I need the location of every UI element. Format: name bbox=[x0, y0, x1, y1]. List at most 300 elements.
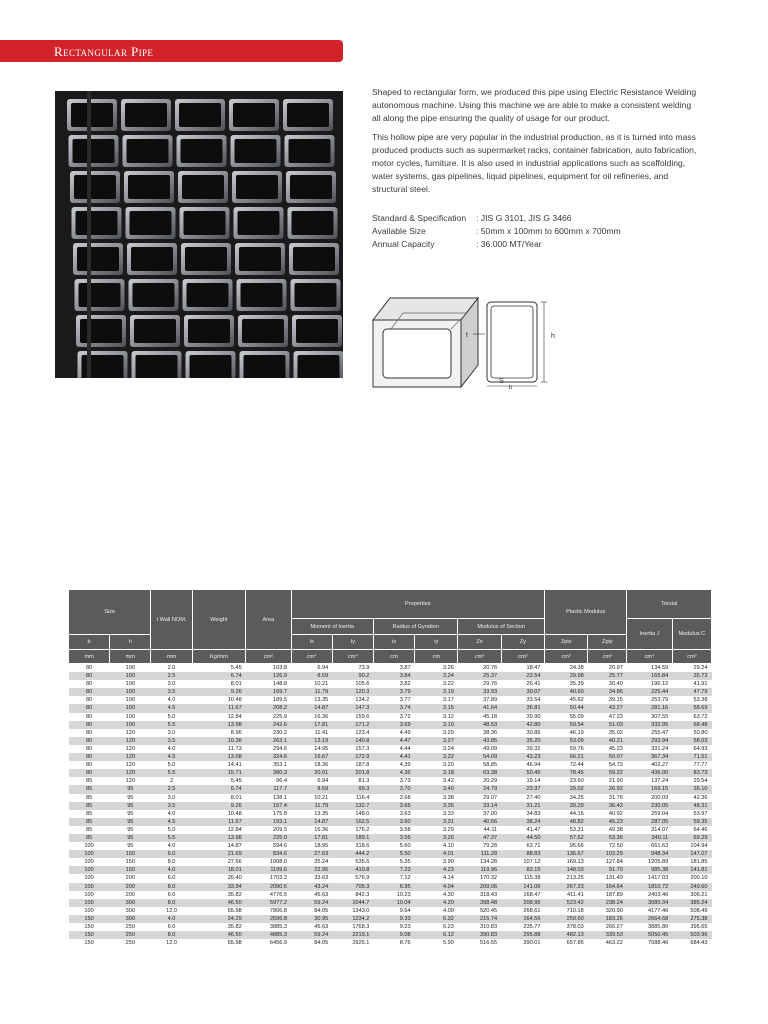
table-cell: 29.02 bbox=[544, 785, 587, 793]
table-cell: 209.5 bbox=[246, 826, 291, 834]
table-cell: 30.95 bbox=[291, 915, 332, 923]
table-cell: 3.22 bbox=[415, 680, 458, 688]
table-cell: 117.7 bbox=[246, 785, 291, 793]
table-cell: 65.98 bbox=[192, 907, 246, 915]
table-cell: 3.84 bbox=[373, 672, 414, 680]
table-cell: 80 bbox=[69, 713, 110, 721]
pipe-hollow bbox=[127, 139, 169, 163]
header-zpix: Zpix bbox=[544, 635, 587, 650]
table-cell: 100 bbox=[110, 713, 151, 721]
table-cell: 115.38 bbox=[501, 874, 544, 882]
table-cell: 1008.0 bbox=[246, 858, 291, 866]
table-cell: 100 bbox=[110, 721, 151, 729]
table-cell: 45.18 bbox=[458, 713, 501, 721]
table-cell: 948.34 bbox=[627, 850, 672, 858]
spec-row bbox=[372, 212, 702, 225]
table-cell: 123.4 bbox=[332, 729, 373, 737]
table-cell: 293.94 bbox=[627, 737, 672, 745]
table-cell: 9.23 bbox=[373, 923, 414, 931]
table-cell: 181.85 bbox=[672, 858, 711, 866]
table-cell: 6.94 bbox=[291, 664, 332, 673]
header-torsial: Torsial bbox=[627, 590, 712, 619]
table-cell: 4.01 bbox=[415, 850, 458, 858]
pipe-hollow bbox=[131, 247, 173, 271]
table-cell: 29.54 bbox=[672, 777, 711, 785]
pipe-hollow bbox=[185, 247, 227, 271]
pipe-hollow bbox=[71, 103, 113, 127]
table-row bbox=[69, 713, 712, 721]
table-cell: 100 bbox=[110, 680, 151, 688]
table-cell: 18.36 bbox=[291, 761, 332, 769]
table-cell: 18.01 bbox=[192, 866, 246, 874]
table-row bbox=[69, 664, 712, 673]
table-cell: 395.65 bbox=[672, 923, 711, 931]
table-cell: 11.79 bbox=[291, 688, 332, 696]
table-cell: 201.8 bbox=[332, 769, 373, 777]
table-cell: 137.24 bbox=[627, 777, 672, 785]
table-cell: 8.01 bbox=[192, 794, 246, 802]
header-ix: Ix bbox=[291, 635, 332, 650]
table-cell: 213.25 bbox=[544, 874, 587, 882]
unit-cell: cm³ bbox=[458, 650, 501, 664]
table-cell: 95 bbox=[110, 818, 151, 826]
table-cell: 66.21 bbox=[544, 753, 587, 761]
table-cell: 5.0 bbox=[151, 713, 192, 721]
table-cell: 4.47 bbox=[373, 737, 414, 745]
table-cell: 80 bbox=[69, 721, 110, 729]
table-cell: 26.41 bbox=[501, 680, 544, 688]
table-cell: 6.95 bbox=[373, 883, 414, 891]
table-cell: 95 bbox=[110, 810, 151, 818]
table-cell: 59.24 bbox=[291, 899, 332, 907]
table-cell: 5977.2 bbox=[246, 899, 291, 907]
table-cell: 78.45 bbox=[544, 769, 587, 777]
table-cell: 2925.1 bbox=[332, 939, 373, 947]
label-t: t bbox=[466, 332, 468, 339]
table-cell: 45.23 bbox=[588, 818, 627, 826]
table-cell: 17.81 bbox=[291, 834, 332, 842]
table-cell: 2090.6 bbox=[246, 883, 291, 891]
table-cell: 200 bbox=[110, 891, 151, 899]
table-cell: 4.04 bbox=[415, 883, 458, 891]
table-cell: 72.44 bbox=[544, 761, 587, 769]
table-cell: 4885.3 bbox=[246, 931, 291, 939]
pipe-hollow bbox=[184, 211, 226, 235]
table-row bbox=[69, 761, 712, 769]
table-cell: 6.0 bbox=[151, 874, 192, 882]
table-row bbox=[69, 874, 712, 882]
table-cell: 85 bbox=[69, 785, 110, 793]
table-cell: 6.0 bbox=[151, 891, 192, 899]
table-cell: 46.50 bbox=[192, 899, 246, 907]
table-cell: 169.7 bbox=[246, 688, 291, 696]
pipe-hollow bbox=[298, 355, 340, 378]
pipe-hollow bbox=[292, 211, 334, 235]
table-cell: 3.33 bbox=[415, 810, 458, 818]
table-cell: 3.22 bbox=[415, 753, 458, 761]
header-inertia: Inertia J bbox=[627, 619, 672, 650]
table-cell: 116.4 bbox=[332, 794, 373, 802]
table-cell: 59.54 bbox=[544, 721, 587, 729]
table-cell: 24.79 bbox=[458, 785, 501, 793]
unit-cell: cm bbox=[373, 650, 414, 664]
table-cell: 126.9 bbox=[246, 672, 291, 680]
table-row bbox=[69, 721, 712, 729]
table-cell: 684.43 bbox=[672, 939, 711, 947]
table-cell: 8.0 bbox=[151, 931, 192, 939]
table-cell: 80 bbox=[69, 753, 110, 761]
table-cell: 134.28 bbox=[458, 858, 501, 866]
table-cell: 169.15 bbox=[627, 785, 672, 793]
table-cell: 150 bbox=[110, 866, 151, 874]
table-cell: 21.90 bbox=[588, 777, 627, 785]
table-cell: 19.14 bbox=[501, 777, 544, 785]
cross-section-diagram bbox=[365, 290, 595, 390]
table-cell: 10.48 bbox=[192, 696, 246, 704]
table-cell: 1343.0 bbox=[332, 907, 373, 915]
pipe-hollow bbox=[188, 319, 230, 343]
table-row bbox=[69, 680, 712, 688]
table-cell: 3.58 bbox=[373, 826, 414, 834]
table-cell: 3.35 bbox=[415, 802, 458, 810]
unit-cell: cm² bbox=[246, 650, 291, 664]
table-cell: 3.12 bbox=[415, 713, 458, 721]
table-cell: 230.05 bbox=[627, 802, 672, 810]
spec-label: Standard & Specification bbox=[372, 213, 467, 223]
table-cell: 120 bbox=[110, 737, 151, 745]
table-cell: 24.38 bbox=[544, 664, 587, 673]
table-cell: 710.18 bbox=[544, 907, 587, 915]
table-cell: 175.8 bbox=[246, 810, 291, 818]
table-cell: 4.23 bbox=[415, 866, 458, 874]
table-cell: 259.60 bbox=[544, 915, 587, 923]
table-cell: 31.21 bbox=[501, 802, 544, 810]
table-cell: 3.10 bbox=[415, 721, 458, 729]
table-cell: 661.63 bbox=[627, 842, 672, 850]
table-row bbox=[69, 785, 712, 793]
table-cell: 100 bbox=[110, 664, 151, 673]
table-cell: 516.55 bbox=[458, 939, 501, 947]
table-cell: 208.95 bbox=[501, 899, 544, 907]
table-cell: 103.8 bbox=[246, 664, 291, 673]
table-cell: 147.07 bbox=[672, 850, 711, 858]
table-cell: 120 bbox=[110, 769, 151, 777]
table-cell: 80 bbox=[69, 672, 110, 680]
table-cell: 3.65 bbox=[373, 802, 414, 810]
table-cell: 38.36 bbox=[458, 729, 501, 737]
spec-label: Available Size bbox=[372, 226, 426, 236]
table-cell: 53.97 bbox=[672, 810, 711, 818]
pipe-hollow bbox=[244, 355, 286, 378]
table-row bbox=[69, 850, 712, 858]
pipe-section-sketch bbox=[466, 302, 555, 390]
table-cell: 40.60 bbox=[544, 688, 587, 696]
pipe-hollow bbox=[125, 103, 167, 127]
table-cell: 14.95 bbox=[291, 745, 332, 753]
table-cell: 705.3 bbox=[332, 883, 373, 891]
table-row bbox=[69, 704, 712, 712]
table-row bbox=[69, 858, 712, 866]
table-cell: 148.0 bbox=[332, 810, 373, 818]
table-cell: 4.44 bbox=[373, 745, 414, 753]
table-cell: 100 bbox=[69, 891, 110, 899]
table-cell: 85 bbox=[69, 777, 110, 785]
table-cell: 45.63 bbox=[291, 891, 332, 899]
table-cell: 985.38 bbox=[627, 866, 672, 874]
table-cell: 3.74 bbox=[373, 704, 414, 712]
table-cell: 367.34 bbox=[627, 753, 672, 761]
table-cell: 107.12 bbox=[501, 858, 544, 866]
table-row bbox=[69, 794, 712, 802]
table-cell: 39.90 bbox=[501, 713, 544, 721]
table-cell: 3.26 bbox=[415, 664, 458, 673]
table-cell: 150 bbox=[110, 850, 151, 858]
table-cell: 120 bbox=[110, 729, 151, 737]
table-cell: 18.95 bbox=[291, 842, 332, 850]
table-cell: 6.12 bbox=[415, 931, 458, 939]
table-cell: 3.29 bbox=[415, 729, 458, 737]
pipe-hollow bbox=[136, 355, 178, 378]
table-cell: 36.42 bbox=[588, 802, 627, 810]
table-cell: 134.59 bbox=[627, 664, 672, 673]
table-cell: 17.81 bbox=[291, 721, 332, 729]
header-moment: Moment of Inertia bbox=[291, 619, 373, 635]
table-cell: 36.10 bbox=[672, 785, 711, 793]
table-cell: 37.00 bbox=[458, 810, 501, 818]
table-cell: 63.72 bbox=[672, 713, 711, 721]
table-cell: 27.66 bbox=[192, 858, 246, 866]
table-cell: 3080.34 bbox=[627, 899, 672, 907]
table-cell: 64.46 bbox=[672, 826, 711, 834]
table-cell: 54.73 bbox=[588, 761, 627, 769]
table-cell: 3.27 bbox=[415, 737, 458, 745]
table-cell: 11.67 bbox=[192, 818, 246, 826]
table-cell: 43.27 bbox=[588, 704, 627, 712]
table-cell: 34.83 bbox=[501, 810, 544, 818]
table-cell: 77.77 bbox=[672, 761, 711, 769]
table-cell: 20.29 bbox=[458, 777, 501, 785]
table-cell: 266.27 bbox=[588, 923, 627, 931]
table-cell: 5.50 bbox=[373, 850, 414, 858]
table-cell: 281.16 bbox=[627, 704, 672, 712]
table-cell: 22.54 bbox=[501, 672, 544, 680]
header-properties: Properties bbox=[291, 590, 544, 619]
table-cell: 3.79 bbox=[373, 688, 414, 696]
table-cell: 5.0 bbox=[151, 826, 192, 834]
table-cell: 200 bbox=[110, 874, 151, 882]
unit-cell: mm bbox=[69, 650, 110, 664]
table-cell: 100 bbox=[69, 866, 110, 874]
table-cell: 4.10 bbox=[415, 842, 458, 850]
table-cell: 88.83 bbox=[501, 850, 544, 858]
table-cell: 503.96 bbox=[672, 931, 711, 939]
table-cell: 2.5 bbox=[151, 785, 192, 793]
unit-cell: cm³ bbox=[501, 650, 544, 664]
table-cell: 380.3 bbox=[246, 769, 291, 777]
table-cell: 100 bbox=[110, 696, 151, 704]
pipe-hollow bbox=[130, 211, 172, 235]
label-b: b bbox=[509, 385, 513, 390]
table-cell: 225.44 bbox=[627, 688, 672, 696]
table-cell: 41.64 bbox=[458, 704, 501, 712]
table-cell: 306.21 bbox=[672, 891, 711, 899]
table-cell: 8.01 bbox=[192, 680, 246, 688]
table-cell: 138.1 bbox=[246, 794, 291, 802]
unit-cell: cm⁴ bbox=[627, 650, 672, 664]
table-cell: 4.0 bbox=[151, 810, 192, 818]
table-cell: 9.08 bbox=[373, 931, 414, 939]
table-cell: 4.5 bbox=[151, 704, 192, 712]
table-cell: 250 bbox=[110, 923, 151, 931]
table-cell: 5.0 bbox=[151, 761, 192, 769]
table-cell: 43.85 bbox=[458, 737, 501, 745]
table-cell: 85 bbox=[69, 810, 110, 818]
table-cell: 150 bbox=[69, 915, 110, 923]
table-cell: 103.29 bbox=[588, 850, 627, 858]
table-cell: 14.41 bbox=[192, 761, 246, 769]
table-cell: 3.42 bbox=[415, 777, 458, 785]
table-cell: 85 bbox=[69, 818, 110, 826]
table-cell: 44.15 bbox=[544, 810, 587, 818]
table-cell: 13.35 bbox=[291, 810, 332, 818]
pipe-spec-table bbox=[68, 589, 712, 947]
pipe-hollow bbox=[134, 319, 176, 343]
table-cell: 46.94 bbox=[501, 761, 544, 769]
table-cell: 20.01 bbox=[291, 769, 332, 777]
table-cell: 85 bbox=[69, 834, 110, 842]
table-row bbox=[69, 810, 712, 818]
table-cell: 119.96 bbox=[458, 866, 501, 874]
table-cell: 55.09 bbox=[544, 713, 587, 721]
table-cell: 59.35 bbox=[672, 818, 711, 826]
table-cell: 339.53 bbox=[588, 931, 627, 939]
table-cell: 3.24 bbox=[415, 672, 458, 680]
table-cell: 83.73 bbox=[672, 769, 711, 777]
table-cell: 85 bbox=[69, 826, 110, 834]
table-cell: 230.2 bbox=[246, 729, 291, 737]
table-cell: 411.41 bbox=[544, 891, 587, 899]
table-cell: 4.5 bbox=[151, 753, 192, 761]
header-wall: t Wall NOM. bbox=[151, 590, 192, 650]
table-cell: 40.21 bbox=[588, 737, 627, 745]
table-cell: 148.8 bbox=[246, 680, 291, 688]
table-cell: 4.14 bbox=[415, 874, 458, 882]
table-cell: 390.83 bbox=[458, 931, 501, 939]
table-cell: 314.07 bbox=[627, 826, 672, 834]
table-cell: 3885.80 bbox=[627, 923, 672, 931]
unit-cell: cm bbox=[415, 650, 458, 664]
pipe-hollow bbox=[235, 139, 277, 163]
spec-row bbox=[372, 225, 702, 238]
table-row bbox=[69, 672, 712, 680]
table-cell: 100 bbox=[110, 688, 151, 696]
table-cell: 136.67 bbox=[544, 850, 587, 858]
table-cell: 11.67 bbox=[192, 704, 246, 712]
table-cell: 21.69 bbox=[192, 850, 246, 858]
table-cell: 6.0 bbox=[151, 923, 192, 931]
table-cell: 10.21 bbox=[291, 794, 332, 802]
table-cell: 318.43 bbox=[458, 891, 501, 899]
intro-text bbox=[372, 86, 702, 202]
table-cell: 215.74 bbox=[458, 915, 501, 923]
pipe-hollow bbox=[181, 139, 223, 163]
table-cell: 5.45 bbox=[192, 664, 246, 673]
table-cell: 72.50 bbox=[588, 842, 627, 850]
intro-paragraph-2: This hollow pipe are very popular in the industrial production, as it is turned into mass produced products such as supermarket racks, container fabrication, auto fabrication, motor cycles, furniture. It is also used in industrial applications such as scaffolding, water systems, gas pipelines, liquid pipelines, equipment for oil refineries, and structural steel. bbox=[372, 132, 697, 194]
spec-row bbox=[372, 238, 702, 251]
table-cell: 27.63 bbox=[291, 850, 332, 858]
table-cell: 7.23 bbox=[373, 866, 414, 874]
table-cell: 3.87 bbox=[373, 664, 414, 673]
table-cell: 84.05 bbox=[291, 907, 332, 915]
table-cell: 157.4 bbox=[246, 802, 291, 810]
table-cell: 4.0 bbox=[151, 866, 192, 874]
table-cell: 49.09 bbox=[458, 745, 501, 753]
table-row bbox=[69, 842, 712, 850]
unit-cell: mm bbox=[110, 650, 151, 664]
table-cell: 340.11 bbox=[627, 834, 672, 842]
table-cell: 3.73 bbox=[373, 777, 414, 785]
table-cell: 50.07 bbox=[588, 753, 627, 761]
table-cell: 100 bbox=[69, 883, 110, 891]
table-cell: 172.9 bbox=[332, 753, 373, 761]
table-cell: 576.9 bbox=[332, 874, 373, 882]
table-cell: 208.2 bbox=[246, 704, 291, 712]
table-cell: 10.21 bbox=[291, 680, 332, 688]
pipe-hollow bbox=[287, 103, 329, 127]
pipe-hollow bbox=[293, 247, 335, 271]
header-size: Size bbox=[69, 590, 151, 635]
table-cell: 171.2 bbox=[332, 721, 373, 729]
table-cell: 3.17 bbox=[415, 696, 458, 704]
table-cell: 80 bbox=[69, 680, 110, 688]
table-cell: 9.26 bbox=[192, 802, 246, 810]
table-cell: 42.80 bbox=[501, 721, 544, 729]
table-cell: 2664.68 bbox=[627, 915, 672, 923]
table-cell: 3.29 bbox=[415, 826, 458, 834]
table-cell: 48.31 bbox=[672, 802, 711, 810]
table-cell: 95 bbox=[110, 834, 151, 842]
header-rix: ix bbox=[373, 635, 414, 650]
table-cell: 294.6 bbox=[246, 745, 291, 753]
table-cell: 300 bbox=[110, 915, 151, 923]
table-cell: 100 bbox=[69, 874, 110, 882]
table-cell: 53.36 bbox=[588, 834, 627, 842]
table-body bbox=[69, 664, 712, 948]
table-cell: 100 bbox=[69, 899, 110, 907]
table-cell: 25.77 bbox=[588, 672, 627, 680]
table-cell: 187.89 bbox=[588, 891, 627, 899]
table-cell: 27.40 bbox=[501, 794, 544, 802]
table-cell: 235.77 bbox=[501, 923, 544, 931]
unit-cell: Kg/mm bbox=[192, 650, 246, 664]
table-cell: 16.36 bbox=[291, 826, 332, 834]
table-cell: 147.3 bbox=[332, 704, 373, 712]
table-cell: 2219.1 bbox=[332, 931, 373, 939]
table-row bbox=[69, 915, 712, 923]
table-cell: 105.6 bbox=[332, 680, 373, 688]
table-cell: 3.69 bbox=[373, 721, 414, 729]
pipe-hollow bbox=[239, 247, 281, 271]
table-cell: 141.81 bbox=[672, 866, 711, 874]
table-cell: 33.94 bbox=[192, 883, 246, 891]
table-cell: 7806.8 bbox=[246, 907, 291, 915]
table-cell: 444.2 bbox=[332, 850, 373, 858]
table-cell: 9.33 bbox=[373, 915, 414, 923]
table-cell: 13.98 bbox=[192, 834, 246, 842]
table-cell: 30.07 bbox=[501, 688, 544, 696]
table-cell: 58.85 bbox=[458, 761, 501, 769]
